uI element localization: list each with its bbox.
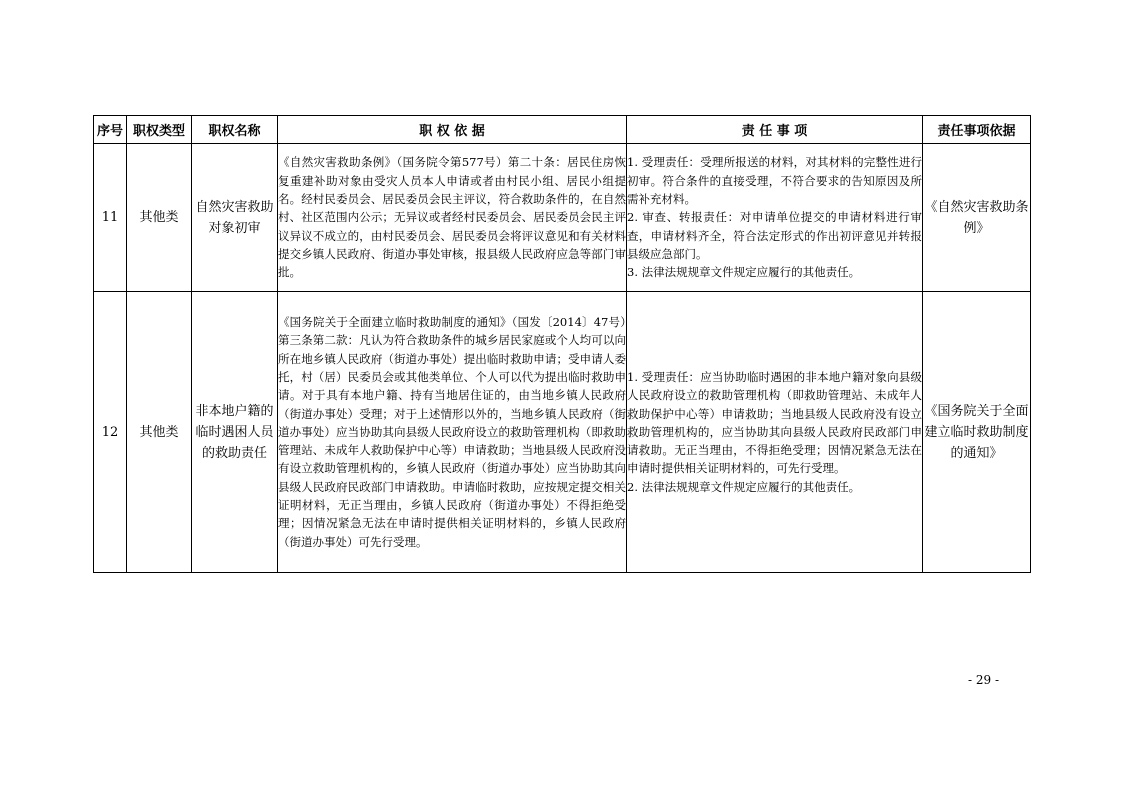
row-name: 非本地户籍的临时遇困人员的救助责任: [192, 292, 278, 573]
row-type: 其他类: [127, 144, 192, 292]
table-row: [94, 144, 1031, 292]
duty-table: [93, 115, 1031, 573]
row-duty-basis: 《自然灾害救助条例》: [923, 144, 1031, 292]
page-number: - 29 -: [968, 673, 1000, 687]
header-duty-items: 责 任 事 项: [627, 116, 923, 144]
row-duty: 1. 受理责任：应当协助临时遇困的非本地户籍对象向县级人民政府设立的救助管理机构（即救助管理站、未成年人救助保护中心等）申请救助；当地县级人民政府没有设立救助管理机构的，应当协助其向县级人民政府民政部门申请救助。无正当理由，不得拒绝受理；因情况紧急无法在申请时提供相关证明材料的，可先行受理。 2. 法律法规规章文件规定应履行的其他责任。: [627, 292, 923, 573]
row-duty: 1. 受理责任：受理所报送的材料，对其材料的完整性进行初审。符合条件的直接受理，不符合要求的告知原因及所需补充材料。 2. 审查、转报责任：对申请单位提交的申请材料进行审查，申请材料齐全，符合法定形式的作出初评意见并转报县级应急部门。 3. 法律法规规章文件规定应履行的其他责任。: [627, 144, 923, 292]
header-row: [94, 116, 1031, 144]
row-type: 其他类: [127, 292, 192, 573]
row-basis: 《国务院关于全面建立临时救助制度的通知》（国发〔2014〕47号）第三条第二款：凡认为符合救助条件的城乡居民家庭或个人均可以向所在地乡镇人民政府（街道办事处）提出临时救助申请；受申请人委托，村（居）民委员会或其他类单位、个人可以代为提出临时救助申请。对于具有本地户籍、持有当地居住证的，由当地乡镇人民政府（街道办事处）受理；对于上述情形以外的，当地乡镇人民政府（街道办事处）应当协助其向县级人民政府设立的救助管理机构（即救助管理站、未成年人救助保护中心等）申请救助；当地县级人民政府没有设立救助管理机构的，乡镇人民政府（街道办事处）应当协助其向县级人民政府民政部门申请救助。申请临时救助，应按规定提交相关证明材料，无正当理由，乡镇人民政府（街道办事处）不得拒绝受理；因情况紧急无法在申请时提供相关证明材料的，乡镇人民政府（街道办事处）可先行受理。: [278, 292, 627, 573]
row-serial: 11: [94, 144, 127, 292]
row-serial: 12: [94, 292, 127, 573]
header-power-type: 职权类型: [127, 116, 192, 144]
table-row: [94, 292, 1031, 573]
header-power-basis: 职 权 依 据: [278, 116, 627, 144]
header-serial: 序号: [94, 116, 127, 144]
header-power-name: 职权名称: [192, 116, 278, 144]
row-duty-basis: 《国务院关于全面建立临时救助制度的通知》: [923, 292, 1031, 573]
row-name: 自然灾害救助对象初审: [192, 144, 278, 292]
row-basis: 《自然灾害救助条例》（国务院令第577号）第二十条：居民住房恢复重建补助对象由受灾人员本人申请或者由村民小组、居民小组提名。经村民委员会、居民委员会民主评议，符合救助条件的，在自然村、社区范围内公示；无异议或者经村民委员会、居民委员会民主评议异议不成立的，由村民委员会、居民委员会将评议意见和有关材料提交乡镇人民政府、街道办事处审核，报县级人民政府应急等部门审批。: [278, 144, 627, 292]
header-duty-basis: 责任事项依据: [923, 116, 1031, 144]
